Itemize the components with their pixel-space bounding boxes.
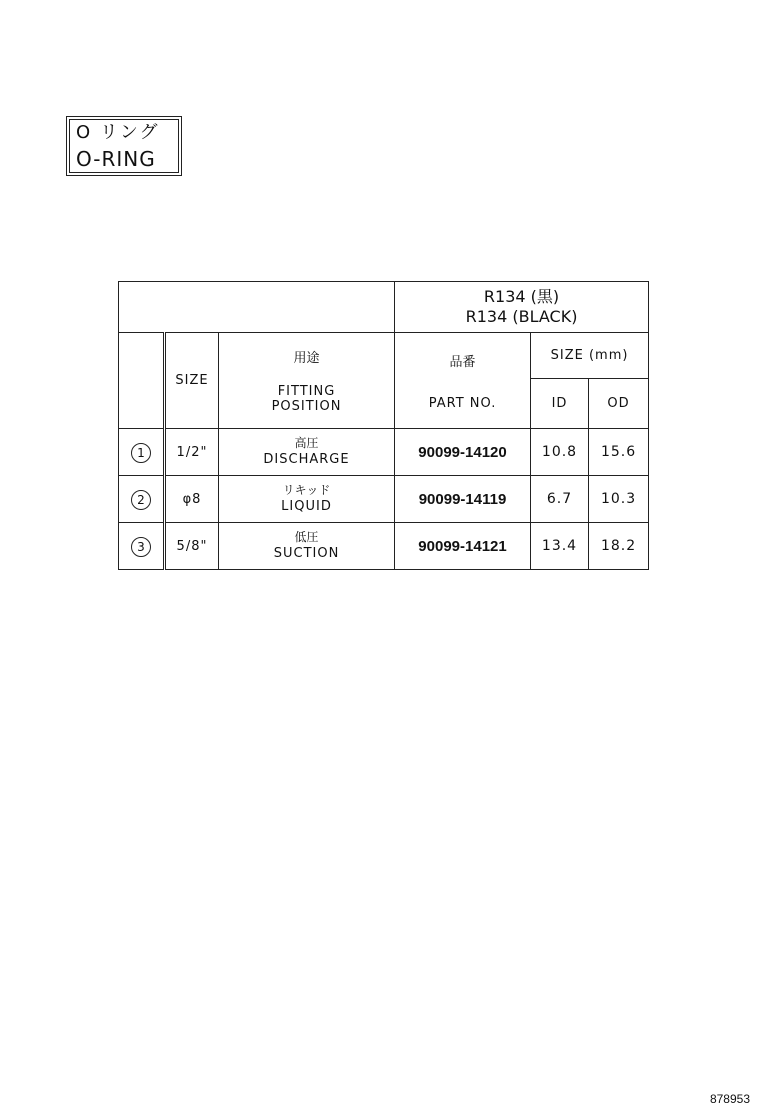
row-number-cell <box>119 476 165 523</box>
row-id: 6.7 <box>531 476 589 523</box>
header-id: ID <box>531 379 589 429</box>
header-part-en: PART NO. <box>428 395 497 411</box>
header-fitting-jp: 用途 <box>293 351 320 366</box>
title-english: O-RING <box>76 146 156 171</box>
title-box <box>66 116 182 176</box>
header-blank <box>119 282 395 333</box>
row-fitting <box>219 476 395 523</box>
row-fitting <box>219 429 395 476</box>
header-size: SIZE <box>165 333 219 429</box>
header-fitting-en1: FITTING <box>277 384 336 399</box>
row-fitting-jp: リキッド <box>282 483 331 497</box>
row-number: 1 <box>131 443 151 463</box>
row-id: 10.8 <box>531 429 589 476</box>
row-size: 5/8" <box>165 523 219 570</box>
title-box-inner <box>69 119 179 173</box>
row-part-no: 90099-14120 <box>395 429 531 476</box>
row-number: 3 <box>131 537 151 557</box>
header-fitting <box>219 333 395 429</box>
header-r134-jp: R134 (黒) <box>483 287 560 306</box>
header-fitting-en2: POSITION <box>271 399 342 414</box>
row-fitting-en: LIQUID <box>281 499 332 514</box>
header-part <box>395 333 531 429</box>
spec-table <box>118 281 649 570</box>
row-size: 1/2" <box>165 429 219 476</box>
header-r134 <box>395 282 649 333</box>
row-part-no: 90099-14119 <box>395 476 531 523</box>
row-fitting <box>219 523 395 570</box>
row-number-cell <box>119 523 165 570</box>
row-fitting-jp: 高圧 <box>294 436 319 450</box>
row-fitting-en: DISCHARGE <box>263 452 350 467</box>
row-od: 10.3 <box>589 476 649 523</box>
row-od: 15.6 <box>589 429 649 476</box>
row-od: 18.2 <box>589 523 649 570</box>
header-r134-en: R134 (BLACK) <box>465 307 578 326</box>
row-fitting-jp: 低圧 <box>294 530 319 544</box>
row-number: 2 <box>131 490 151 510</box>
row-fitting-en: SUCTION <box>273 546 340 561</box>
row-number-cell <box>119 429 165 476</box>
header-num-blank <box>119 333 165 429</box>
table-row <box>119 523 649 570</box>
header-row-top <box>119 282 649 333</box>
header-size-mm: SIZE (mm) <box>531 333 649 379</box>
row-id: 13.4 <box>531 523 589 570</box>
title-japanese: O リング <box>76 121 160 143</box>
row-size: φ8 <box>165 476 219 523</box>
header-row-mid <box>119 333 649 379</box>
table-row <box>119 429 649 476</box>
header-od: OD <box>589 379 649 429</box>
row-part-no: 90099-14121 <box>395 523 531 570</box>
document-id: 878953 <box>709 1092 750 1106</box>
table-row <box>119 476 649 523</box>
header-part-jp: 品番 <box>449 354 476 370</box>
